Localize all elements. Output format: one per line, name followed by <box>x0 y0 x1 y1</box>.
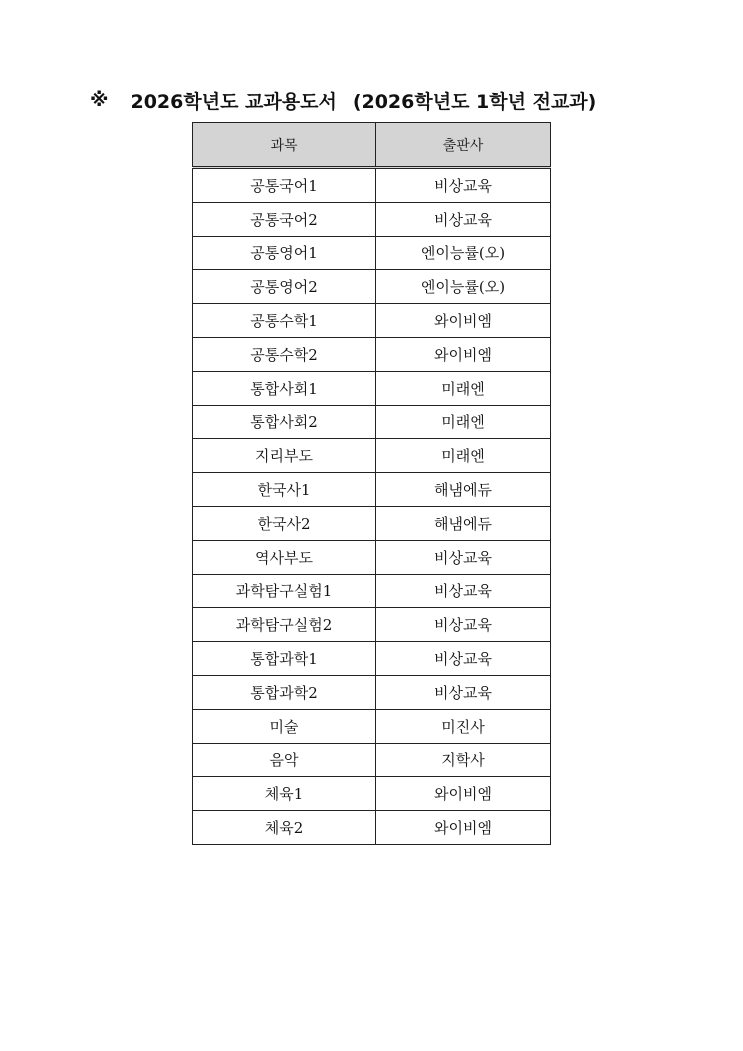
publisher-cell: 와이비엠 <box>376 304 551 338</box>
table-row <box>193 337 551 371</box>
subject-cell: 통합사회1 <box>193 371 376 405</box>
table-row <box>193 168 551 203</box>
table-header <box>193 123 551 168</box>
table-row <box>193 540 551 574</box>
table-row <box>193 371 551 405</box>
publisher-cell: 와이비엠 <box>376 337 551 371</box>
table-row <box>193 675 551 709</box>
header-subject: 과목 <box>193 123 376 168</box>
subject-cell: 공통영어1 <box>193 236 376 270</box>
reference-mark: ※ <box>90 89 109 111</box>
publisher-cell: 해냄에듀 <box>376 473 551 507</box>
table-row <box>193 574 551 608</box>
table-row <box>193 608 551 642</box>
subject-cell: 한국사1 <box>193 473 376 507</box>
subject-cell: 과학탐구실험2 <box>193 608 376 642</box>
subject-cell: 미술 <box>193 709 376 743</box>
publisher-cell: 비상교육 <box>376 675 551 709</box>
table-body <box>193 168 551 845</box>
table-row <box>193 270 551 304</box>
table-row <box>193 439 551 473</box>
publisher-cell: 와이비엠 <box>376 777 551 811</box>
publisher-cell: 해냄에듀 <box>376 506 551 540</box>
title-subtitle: (2026학년도 1학년 전교과) <box>352 90 597 113</box>
publisher-cell: 엔이능률(오) <box>376 270 551 304</box>
subject-cell: 음악 <box>193 743 376 777</box>
subject-cell: 공통영어2 <box>193 270 376 304</box>
publisher-cell: 미래엔 <box>376 371 551 405</box>
publisher-cell: 비상교육 <box>376 168 551 203</box>
table-row <box>193 304 551 338</box>
publisher-cell: 비상교육 <box>376 642 551 676</box>
subject-cell: 공통수학1 <box>193 304 376 338</box>
publisher-cell: 비상교육 <box>376 202 551 236</box>
publisher-cell: 미래엔 <box>376 405 551 439</box>
table-row <box>193 473 551 507</box>
subject-cell: 역사부도 <box>193 540 376 574</box>
header-publisher: 출판사 <box>376 123 551 168</box>
header-row <box>193 123 551 168</box>
table-row <box>193 405 551 439</box>
subject-cell: 통합과학2 <box>193 675 376 709</box>
subject-cell: 공통국어2 <box>193 202 376 236</box>
table-row <box>193 709 551 743</box>
subject-cell: 공통국어1 <box>193 168 376 203</box>
table-row <box>193 202 551 236</box>
document-title <box>90 86 690 114</box>
textbook-table <box>192 122 551 845</box>
table-row <box>193 777 551 811</box>
table-row <box>193 236 551 270</box>
publisher-cell: 비상교육 <box>376 608 551 642</box>
subject-cell: 공통수학2 <box>193 337 376 371</box>
subject-cell: 지리부도 <box>193 439 376 473</box>
title-main: 2026학년도 교과용도서 <box>130 90 337 113</box>
publisher-cell: 지학사 <box>376 743 551 777</box>
subject-cell: 통합과학1 <box>193 642 376 676</box>
subject-cell: 체육2 <box>193 811 376 845</box>
publisher-cell: 미진사 <box>376 709 551 743</box>
subject-cell: 한국사2 <box>193 506 376 540</box>
publisher-cell: 미래엔 <box>376 439 551 473</box>
publisher-cell: 엔이능률(오) <box>376 236 551 270</box>
subject-cell: 통합사회2 <box>193 405 376 439</box>
table-row <box>193 506 551 540</box>
table-row <box>193 743 551 777</box>
publisher-cell: 비상교육 <box>376 574 551 608</box>
table-row <box>193 811 551 845</box>
publisher-cell: 와이비엠 <box>376 811 551 845</box>
publisher-cell: 비상교육 <box>376 540 551 574</box>
subject-cell: 체육1 <box>193 777 376 811</box>
subject-cell: 과학탐구실험1 <box>193 574 376 608</box>
table-row <box>193 642 551 676</box>
